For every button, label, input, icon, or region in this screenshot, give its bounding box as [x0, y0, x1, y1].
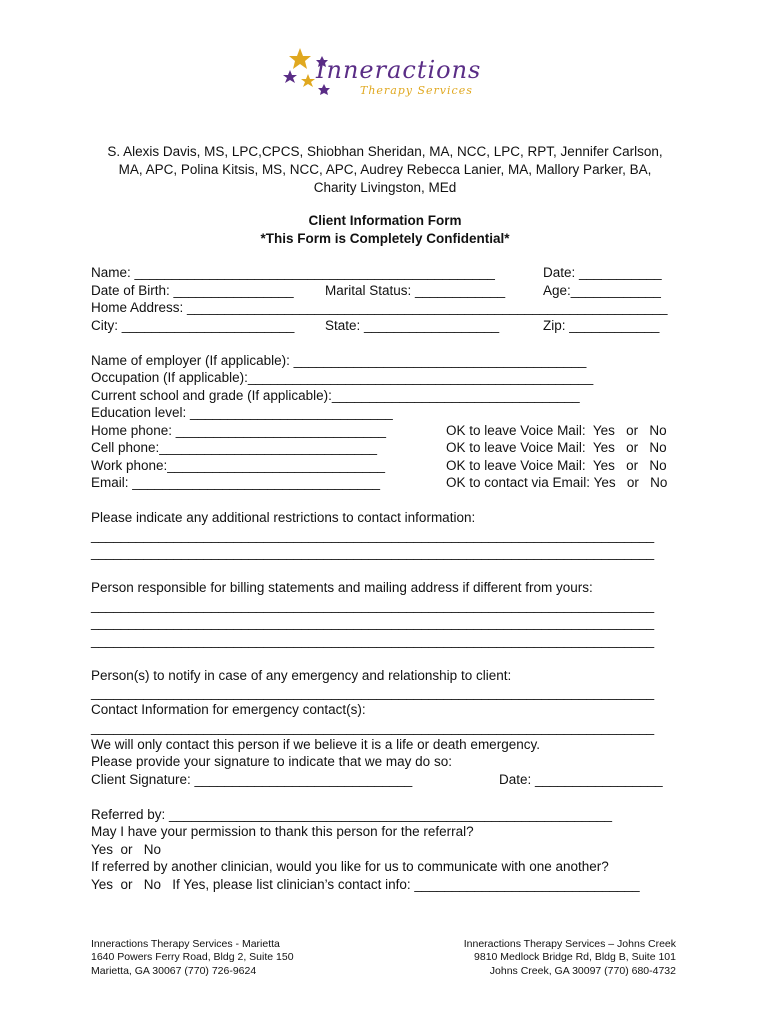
employer-field[interactable]: Name of employer (If applicable): _______________________________________ — [91, 353, 587, 368]
name-field[interactable]: Name: ________________________________________________ — [91, 265, 495, 280]
school-field[interactable]: Current school and grade (If applicable):_________________________________ — [91, 388, 580, 403]
email-field[interactable]: Email: _________________________________ — [91, 475, 381, 490]
client-signature-field[interactable]: Client Signature: _____________________________ — [91, 772, 413, 787]
footer-left-line-1: Inneractions Therapy Services - Marietta — [91, 938, 280, 950]
staff-line-1: S. Alexis Davis, MS, LPC,CPCS, Shiobhan Sheridan, MA, NCC, LPC, RPT, Jennifer Carlson, — [107, 144, 663, 159]
referred-by-field[interactable]: Referred by: ___________________________________________________________ — [91, 807, 613, 822]
date-field[interactable]: Date: ___________ — [543, 265, 662, 280]
logo-subtitle: Therapy Services — [360, 84, 473, 97]
zip-field[interactable]: Zip: ____________ — [543, 318, 660, 333]
billing-label: Person responsible for billing statements and mailing address if different from yours: — [91, 580, 593, 595]
cell-phone-field[interactable]: Cell phone:_____________________________ — [91, 440, 378, 455]
logo-name: Inneractions — [316, 56, 482, 84]
emergency-contact-label: Contact Information for emergency contact(s): — [91, 702, 366, 717]
clinician-info-field[interactable]: Yes or No If Yes, please list clinician’s contact info: ______________________________ — [91, 877, 640, 892]
marital-status-field[interactable]: Marital Status: ____________ — [325, 283, 506, 298]
voicemail-pref-work[interactable]: OK to leave Voice Mail: Yes or No — [446, 458, 667, 473]
city-field[interactable]: City: _______________________ — [91, 318, 295, 333]
footer-right-line-3: Johns Creek, GA 30097 (770) 680-4732 — [489, 965, 676, 977]
provide-signature-note: Please provide your signature to indicate that we may do so: — [91, 754, 452, 769]
footer-right-line-1: Inneractions Therapy Services – Johns Creek — [463, 938, 676, 950]
email-contact-pref[interactable]: OK to contact via Email: Yes or No — [446, 475, 668, 490]
permission-yes-no[interactable]: Yes or No — [91, 842, 162, 857]
life-death-note: We will only contact this person if we believe it is a life or death emergency. — [91, 737, 540, 752]
staff-line-2: MA, APC, Polina Kitsis, MS, NCC, APC, Audrey Rebecca Lanier, MA, Mallory Parker, BA, — [118, 162, 652, 177]
company-logo — [278, 44, 493, 108]
restrictions-label: Please indicate any additional restrictions to contact information: — [91, 510, 476, 525]
billing-line-3[interactable]: ___________________________________________________________________________ — [91, 633, 655, 648]
voicemail-pref-cell[interactable]: OK to leave Voice Mail: Yes or No — [446, 440, 667, 455]
state-field[interactable]: State: __________________ — [325, 318, 500, 333]
form-subtitle: *This Form is Completely Confidential* — [260, 231, 510, 246]
restrictions-line-1[interactable]: ___________________________________________________________________________ — [91, 528, 655, 543]
work-phone-field[interactable]: Work phone:_____________________________ — [91, 458, 386, 473]
emergency-line[interactable]: ___________________________________________________________________________ — [91, 685, 655, 700]
occupation-field[interactable]: Occupation (If applicable):______________________________________________ — [91, 370, 594, 385]
staff-line-3: Charity Livingston, MEd — [313, 180, 457, 195]
emergency-contact-line[interactable]: ___________________________________________________________________________ — [91, 720, 655, 735]
home-phone-field[interactable]: Home phone: ____________________________ — [91, 423, 387, 438]
billing-line-2[interactable]: ___________________________________________________________________________ — [91, 615, 655, 630]
age-field[interactable]: Age:____________ — [543, 283, 661, 298]
form-title: Client Information Form — [308, 213, 462, 228]
dob-field[interactable]: Date of Birth: ________________ — [91, 283, 294, 298]
permission-question: May I have your permission to thank this person for the referral? — [91, 824, 474, 839]
home-address-field[interactable]: Home Address: ________________________________________________________________ — [91, 300, 668, 315]
voicemail-pref-home[interactable]: OK to leave Voice Mail: Yes or No — [446, 423, 667, 438]
footer-left-line-3: Marietta, GA 30067 (770) 726-9624 — [91, 965, 257, 977]
footer-left-line-2: 1640 Powers Ferry Road, Bldg 2, Suite 150 — [91, 951, 294, 963]
education-field[interactable]: Education level: ___________________________ — [91, 405, 393, 420]
emergency-label: Person(s) to notify in case of any emergency and relationship to client: — [91, 668, 512, 683]
restrictions-line-2[interactable]: ___________________________________________________________________________ — [91, 545, 655, 560]
signature-date-field[interactable]: Date: _________________ — [499, 772, 663, 787]
clinician-question: If referred by another clinician, would you like for us to communicate with one another? — [91, 859, 609, 874]
footer-right-line-2: 9810 Medlock Bridge Rd, Bldg B, Suite 101 — [474, 951, 676, 963]
billing-line-1[interactable]: ___________________________________________________________________________ — [91, 598, 655, 613]
